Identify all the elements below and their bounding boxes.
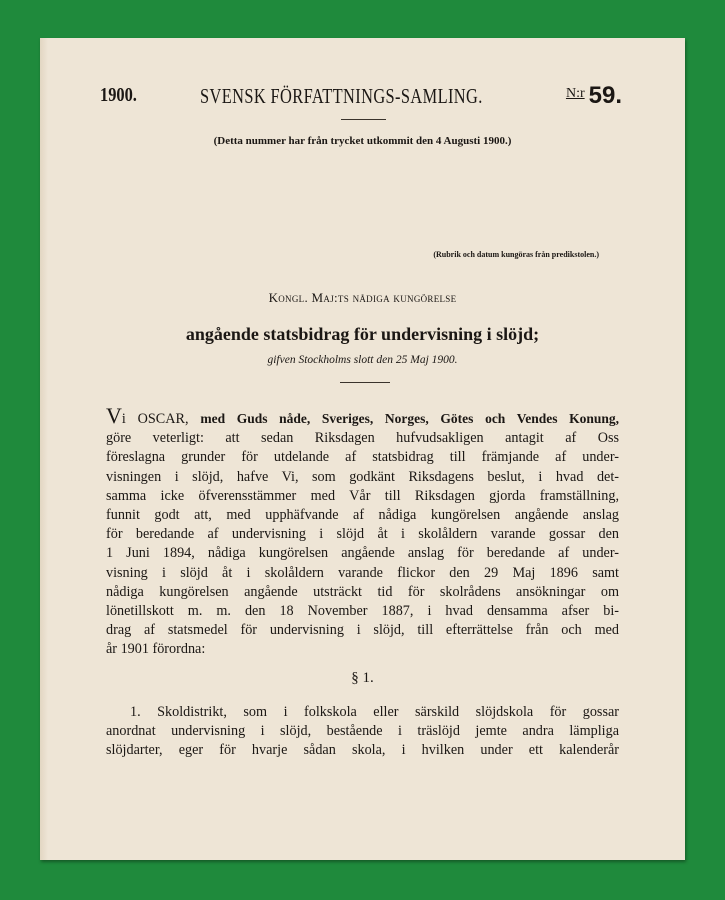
year: 1900. xyxy=(100,84,137,106)
title-divider xyxy=(340,382,390,383)
section-heading: § 1. xyxy=(351,670,374,686)
header-divider xyxy=(341,119,386,120)
body-line-king xyxy=(106,403,620,429)
initial-letter: V xyxy=(106,403,122,428)
decree-body xyxy=(106,403,620,660)
page-header xyxy=(100,84,620,114)
decree-given: gifven Stockholms slott den 25 Maj 1900. xyxy=(267,354,458,366)
body-line: för beredande af undervisning i slöjd åt i skolåldern varande gossar den xyxy=(106,526,619,543)
body-line: funnit godt att, med upphäfvande af nådiga kungörelsen angående anslag xyxy=(106,507,619,524)
body-line: drag af statsmedel för undervisning i slöjd, till efterrättelse från och med xyxy=(106,622,619,639)
decree-label-text: Kongl. Maj:ts nådiga kungörelse xyxy=(268,290,457,305)
king-title: med Guds nåde, Sveriges, Norges, Götes och Vendes Konung, xyxy=(200,411,620,426)
body-line: visningen i slöjd, hafve Vi, som godkänt Riksdagens beslut, i hvad det- xyxy=(106,468,619,485)
number-value: 59. xyxy=(588,82,622,109)
body-line: föreslagna grunder för utdelande af statsbidrag till främjande af under- xyxy=(106,449,619,466)
body-line: lönetillskott m. m. den 18 November 1887, i hvad densamma afser bi- xyxy=(106,603,619,620)
body-line: år 1901 förordna: xyxy=(106,641,206,658)
decree-title: angående statsbidrag för undervisning i slöjd; xyxy=(185,324,540,344)
section-paragraph xyxy=(106,703,619,761)
paragraph-line: anordnat undervisning i slöjd, bestående i träslöjd jemte andra lämpliga xyxy=(106,723,619,740)
issue-number xyxy=(566,82,622,110)
document-page xyxy=(40,38,685,860)
body-line: 1 Juni 1894, nådiga kungörelsen angående anslag för beredande af under- xyxy=(106,545,619,562)
decree-label xyxy=(40,290,685,306)
number-label: N:r xyxy=(565,86,585,101)
issue-note: (Detta nummer har från trycket utkommit den 4 Augusti 1900.) xyxy=(213,135,512,147)
body-line: göre veterligt: att sedan Riksdagen hufvudsakligen antagit af Oss xyxy=(106,430,619,447)
body-line: visning i slöjd åt i skolåldern varande flickor den 29 Maj 1896 samt xyxy=(106,564,619,581)
body-line: samma icke öfverensstämmer med Vår till Riksdagen gjorda framställning, xyxy=(106,487,619,504)
series-title: SVENSK FÖRFATTNINGS-SAMLING. xyxy=(200,84,483,108)
paragraph-line: slöjdarter, eger för hvarje sådan skola, i hvilken under ett kalenderår xyxy=(106,742,619,759)
body-line: nådiga kungörelsen angående utsträckt tid för skolrådens ansökningar om xyxy=(106,583,619,600)
rubric-note: (Rubrik och datum kungöras från predikstolen.) xyxy=(433,250,599,259)
king-intro: i OSCAR, xyxy=(121,411,189,427)
paragraph-line: 1. Skoldistrikt, som i folkskola eller särskild slöjdskola för gossar xyxy=(130,704,619,720)
